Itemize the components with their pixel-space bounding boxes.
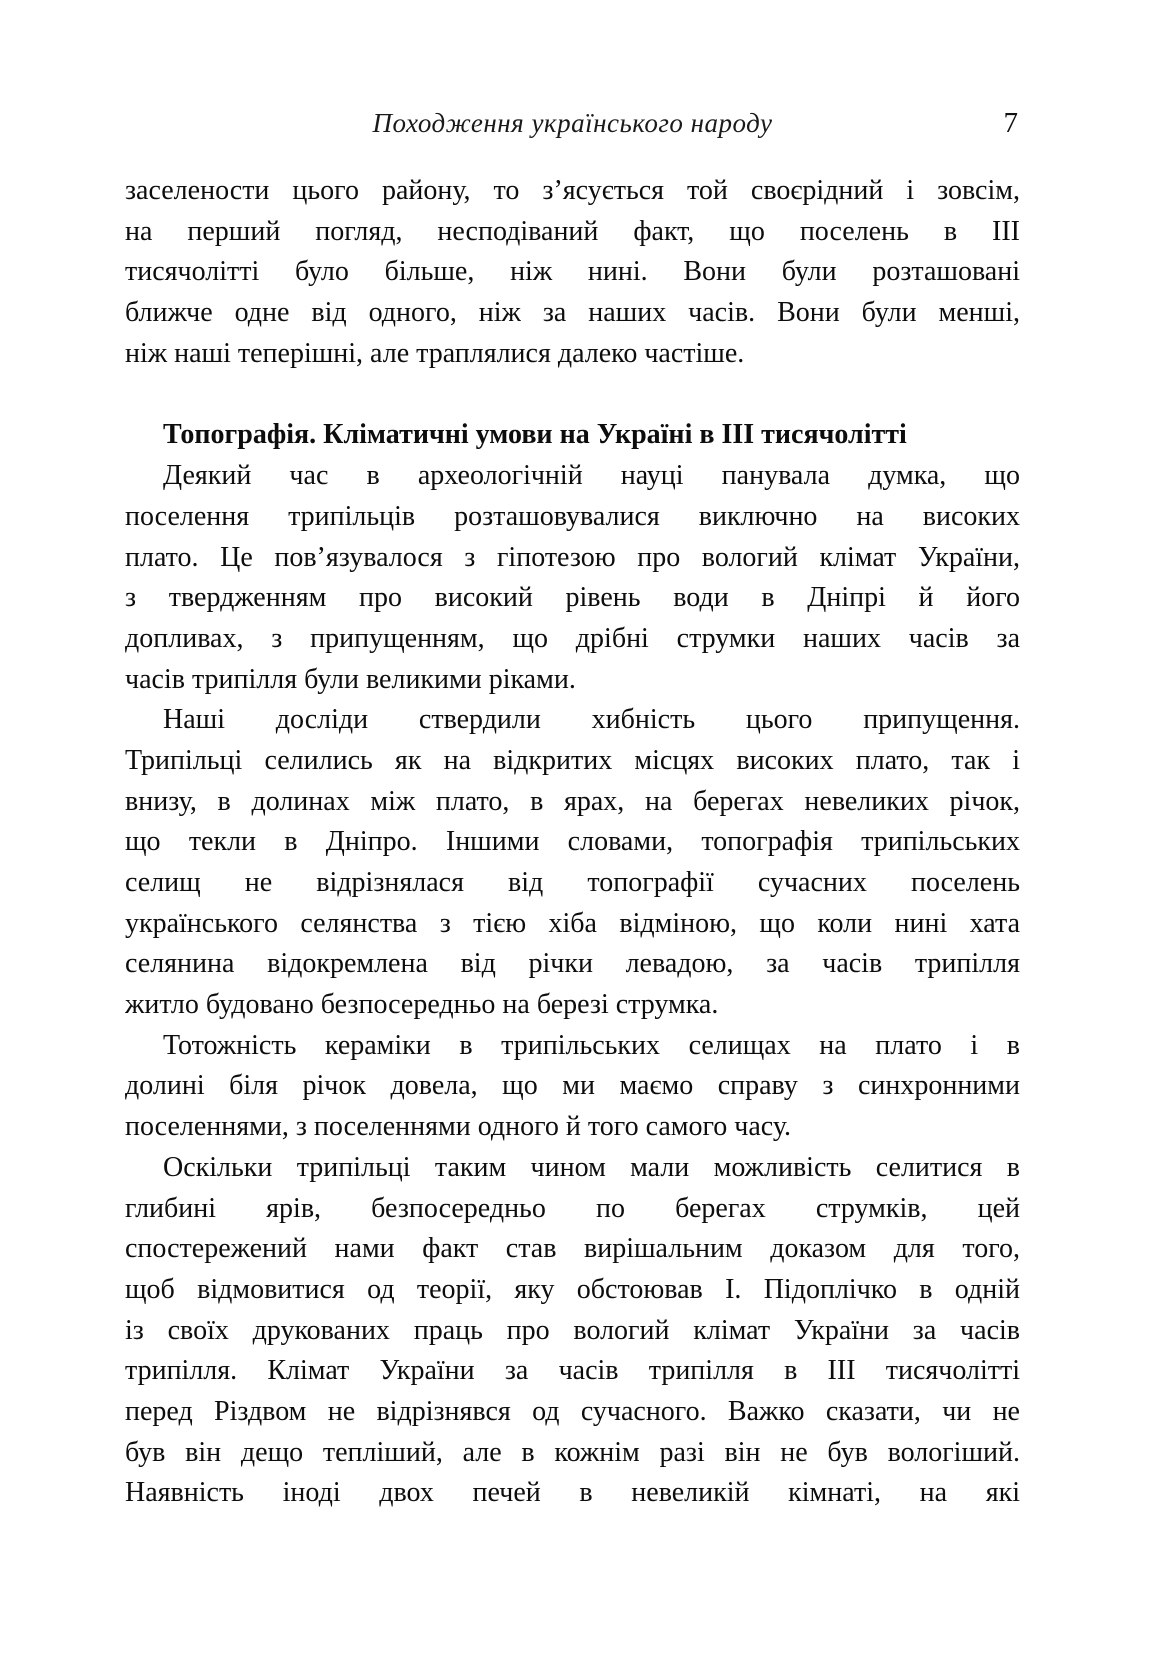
running-head <box>125 102 1020 144</box>
text-line: заселености цього району, то з’ясується той своєрідний і зовсім, <box>125 175 1020 206</box>
text-line: із своїх друкованих праць про вологий клімат України за часів <box>125 1314 1020 1346</box>
text-line: долині біля річок довела, що ми маємо справу з синхронними <box>125 1070 1020 1102</box>
text-line: щоб відмовитися од теорії, яку обстоював І. Підоплічко в одній <box>125 1273 1020 1305</box>
text-line: на перший погляд, несподіваний факт, що поселень в ІІІ <box>125 215 1020 247</box>
text-line: Деякий час в археологічній науці панувала думка, що <box>163 460 1020 492</box>
text-line: глибині ярів, безпосередньо по берегах струмків, цей <box>125 1192 1020 1224</box>
text-line: ближче одне від одного, ніж за наших часів. Вони були менші, <box>125 297 1020 329</box>
text-line: поселеннями, з поселеннями одного й того самого часу. <box>125 1111 792 1143</box>
text-line: був він дещо тепліший, але в кожнім разі він не був вологіший. <box>125 1436 1020 1468</box>
text-line: Наші досліди ствердили хибність цього припущення. <box>163 704 1020 736</box>
text-line: селянина відокремлена від річки левадою, за часів трипілля <box>125 948 1020 980</box>
paragraph <box>125 171 1020 374</box>
text-line: плато. Це пов’язувалося з гіпотезою про вологий клімат України, <box>125 541 1020 573</box>
text-line: тисячолітті було більше, ніж нині. Вони були розташовані <box>125 256 1020 288</box>
paragraph <box>125 700 1020 1026</box>
text-line: з твердженням про високий рівень води в Дніпрі й його <box>125 582 1020 614</box>
text-line: часів трипілля були великими ріками. <box>125 663 576 695</box>
running-head-title: Походження українського народу <box>372 108 773 138</box>
text-line: українського селянства з тією хіба відміною, що коли нині хата <box>125 907 1020 939</box>
text-line: перед Різдвом не відрізнявся од сучасного. Важко сказати, чи не <box>125 1395 1020 1427</box>
text-line: спостережений нами факт став вирішальним доказом для того, <box>125 1233 1020 1265</box>
text-line: ніж наші теперішні, але траплялися далеко частіше. <box>125 337 745 369</box>
text-line: житло будовано безпосередньо на березі струмка. <box>125 989 719 1021</box>
text-line: трипілля. Клімат України за часів трипілля в ІІІ тисячолітті <box>125 1355 1020 1387</box>
paragraph <box>125 1026 1020 1148</box>
page-number: 7 <box>1003 107 1018 139</box>
text-line: Трипільці селились як на відкритих місцях високих плато, так і <box>125 744 1020 776</box>
text-line: допливах, з припущенням, що дрібні струмки наших часів за <box>125 622 1020 654</box>
text-line: поселення трипільців розташовувалися виключно на високих <box>125 500 1020 532</box>
section-heading <box>125 415 1020 456</box>
page-body <box>125 171 1020 1514</box>
text-line: внизу, в долинах між плато, в ярах, на берегах невеликих річок, <box>125 785 1020 817</box>
text-line: селищ не відрізнялася від топографії сучасних поселень <box>125 867 1020 898</box>
paragraph <box>125 456 1020 700</box>
text-line: Тотожність кераміки в трипільських селищах на плато і в <box>163 1029 1020 1061</box>
paragraph <box>125 1148 1020 1514</box>
text-line: Наявність іноді двох печей в невеликій кімнаті, на які <box>125 1477 1020 1509</box>
text-line: Оскільки трипільці таким чином мали можливість селитися в <box>163 1151 1020 1183</box>
text-line: що текли в Дніпро. Іншими словами, топографія трипільських <box>125 826 1020 858</box>
section-heading-line: Топографія. Кліматичні умови на Україні в ІІІ тисячолітті <box>163 419 907 451</box>
